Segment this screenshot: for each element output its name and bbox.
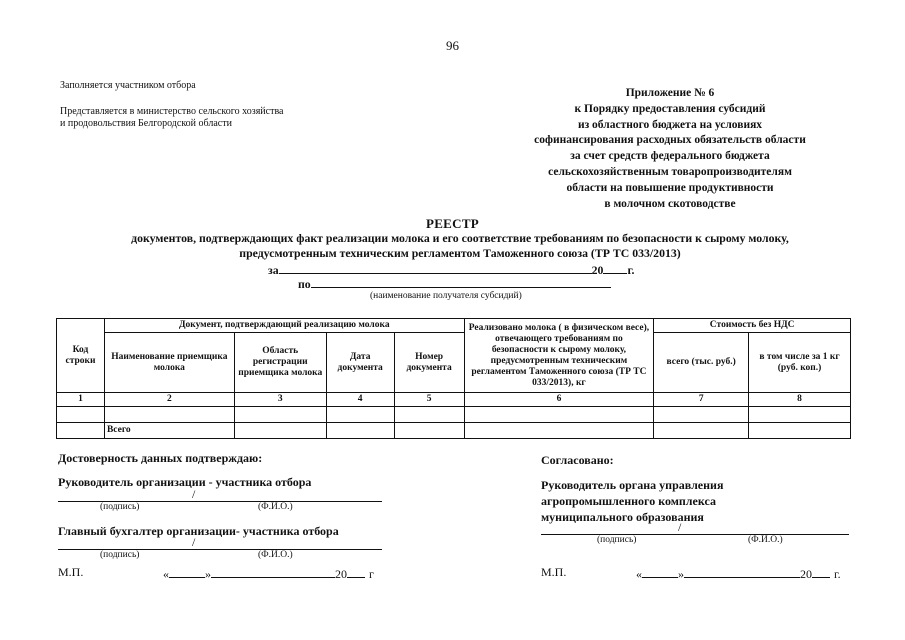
period-suffix: г. [627,263,635,277]
header-document-group: Документ, подтверждающий реализацию молока [104,319,464,333]
year-suffix-right: г. [834,567,841,581]
cell-date[interactable] [326,423,394,439]
head-org-fio-caption: (Ф.И.О.) [258,502,293,512]
year-field-left[interactable] [347,566,365,578]
quote-open: « [163,567,169,581]
register-subtitle [70,231,850,261]
cell-sold-total[interactable] [464,423,654,439]
appendix-line: к Порядку предоставления субсидий [574,102,766,115]
column-number: 4 [326,393,394,407]
column-number: 6 [464,393,654,407]
agency-line-3: муниципального образования [541,510,704,524]
column-number: 2 [104,393,234,407]
header-total-cost: всего (тыс. руб.) [654,333,749,393]
appendix-line: в молочном скотоводстве [604,197,736,210]
header-receiver: Наименование приемщика молока [104,333,234,393]
recipient-line [298,276,611,292]
chief-accountant-slash: / [192,535,196,549]
quote-close: » [205,567,211,581]
month-field-right[interactable] [684,566,800,578]
cell-code[interactable] [57,423,105,439]
appendix-line: Приложение № 6 [625,87,715,99]
appendix-line: софинансирования расходных обязательств области [534,134,806,147]
appendix-block [500,86,840,212]
year-field-right[interactable] [812,566,830,578]
header-sold-milk: Реализовано молока ( в физическом весе), отвечающего требованиям по безопасности к сырому молоку, предусмотренным техническим регламентом Таможенного союза (ТР ТС 033/2013), кг [464,319,654,393]
cell-number[interactable] [394,407,464,423]
cell-per-kg[interactable] [749,407,851,423]
day-field-left[interactable] [169,566,205,578]
quote-open: « [636,567,642,581]
period-prefix: за [268,263,279,277]
column-number: 7 [654,393,749,407]
month-field-left[interactable] [211,566,335,578]
column-number: 1 [57,393,105,407]
agency-line-1: Руководитель органа управления [541,478,724,492]
head-org-title: Руководитель организации - участника отбора [58,475,312,489]
year-prefix-right: 20 [800,567,812,581]
column-number: 3 [234,393,326,407]
page-number: 96 [446,38,459,53]
period-year-field[interactable] [603,262,627,274]
head-org-sign-caption: (подпись) [100,502,140,512]
day-field-right[interactable] [642,566,678,578]
stamp-place-right: М.П. [541,565,567,579]
recipient-field[interactable] [311,276,611,288]
appendix-line: сельскохозяйственным товаропроизводителям [548,165,792,178]
table-row [57,407,851,423]
register-subtitle-line-1: документов, подтверждающих факт реализации молока и его соответствие требованиям по безопасности к сырому молоку, [131,231,789,245]
period-field[interactable] [279,262,592,274]
appendix-line: из областного бюджета на условиях [577,118,763,131]
submitted-to-note-1: Представляется в министерство сельского хозяйства [60,106,284,117]
agency-line-2: агропромышленного комплекса [541,494,716,508]
cell-region[interactable] [234,407,326,423]
column-number: 5 [394,393,464,407]
agency-sign-caption: (подпись) [597,535,637,545]
confirm-heading: Достоверность данных подтверждаю: [58,451,263,465]
total-row [57,423,851,439]
agreed-heading: Согласовано: [541,453,614,467]
left-notes [60,80,360,130]
cell-total-cost[interactable] [654,423,749,439]
agency-head-title [541,477,723,525]
header-date: Дата документа [326,333,394,393]
cell-date[interactable] [326,407,394,423]
cell-per-kg[interactable] [749,423,851,439]
header-cost-per-kg: в том числе за 1 кг (руб. коп.) [749,333,851,393]
total-label: Всего [104,423,234,439]
recipient-caption: (наименование получателя субсидий) [370,291,522,301]
recipient-prefix: по [298,277,311,291]
chief-accountant-title: Главный бухгалтер организации- участника отбора [58,524,339,538]
cell-region[interactable] [234,423,326,439]
chief-accountant-fio-caption: (Ф.И.О.) [258,550,293,560]
year-suffix-left: г [369,567,374,581]
agency-signature-line[interactable] [541,534,849,535]
quote-close: » [678,567,684,581]
header-number: Номер документа [394,333,464,393]
filled-by-note: Заполняется участником отбора [60,80,196,91]
cell-receiver[interactable] [104,407,234,423]
stamp-place-left: М.П. [58,565,84,579]
cell-number[interactable] [394,423,464,439]
register-table [56,318,851,439]
agency-fio-caption: (Ф.И.О.) [748,535,783,545]
head-org-slash: / [192,487,196,501]
cell-code[interactable] [57,407,105,423]
year-prefix-left: 20 [335,567,347,581]
date-line-right [636,566,841,582]
submitted-to-note-2: и продовольствия Белгородской области [60,118,232,129]
register-subtitle-line-2: предусмотренным техническим регламентом Таможенного союза (ТР ТС 033/2013) [239,246,681,260]
agency-slash: / [678,520,682,534]
register-title: РЕЕСТР [425,216,480,231]
appendix-line: за счет средств федерального бюджета [570,150,770,163]
header-cost-group: Стоимость без НДС [654,319,851,333]
period-year: 20 [591,263,604,277]
chief-accountant-sign-caption: (подпись) [100,550,140,560]
appendix-line: области на повышение продуктивности [566,181,774,194]
cell-total[interactable] [654,407,749,423]
header-region: Область регистрации приемщика молока [234,333,326,393]
date-line-left [163,566,374,582]
header-code: Код строки [57,319,105,393]
column-number: 8 [749,393,851,407]
column-numbers-row [57,393,851,407]
cell-sold[interactable] [464,407,654,423]
